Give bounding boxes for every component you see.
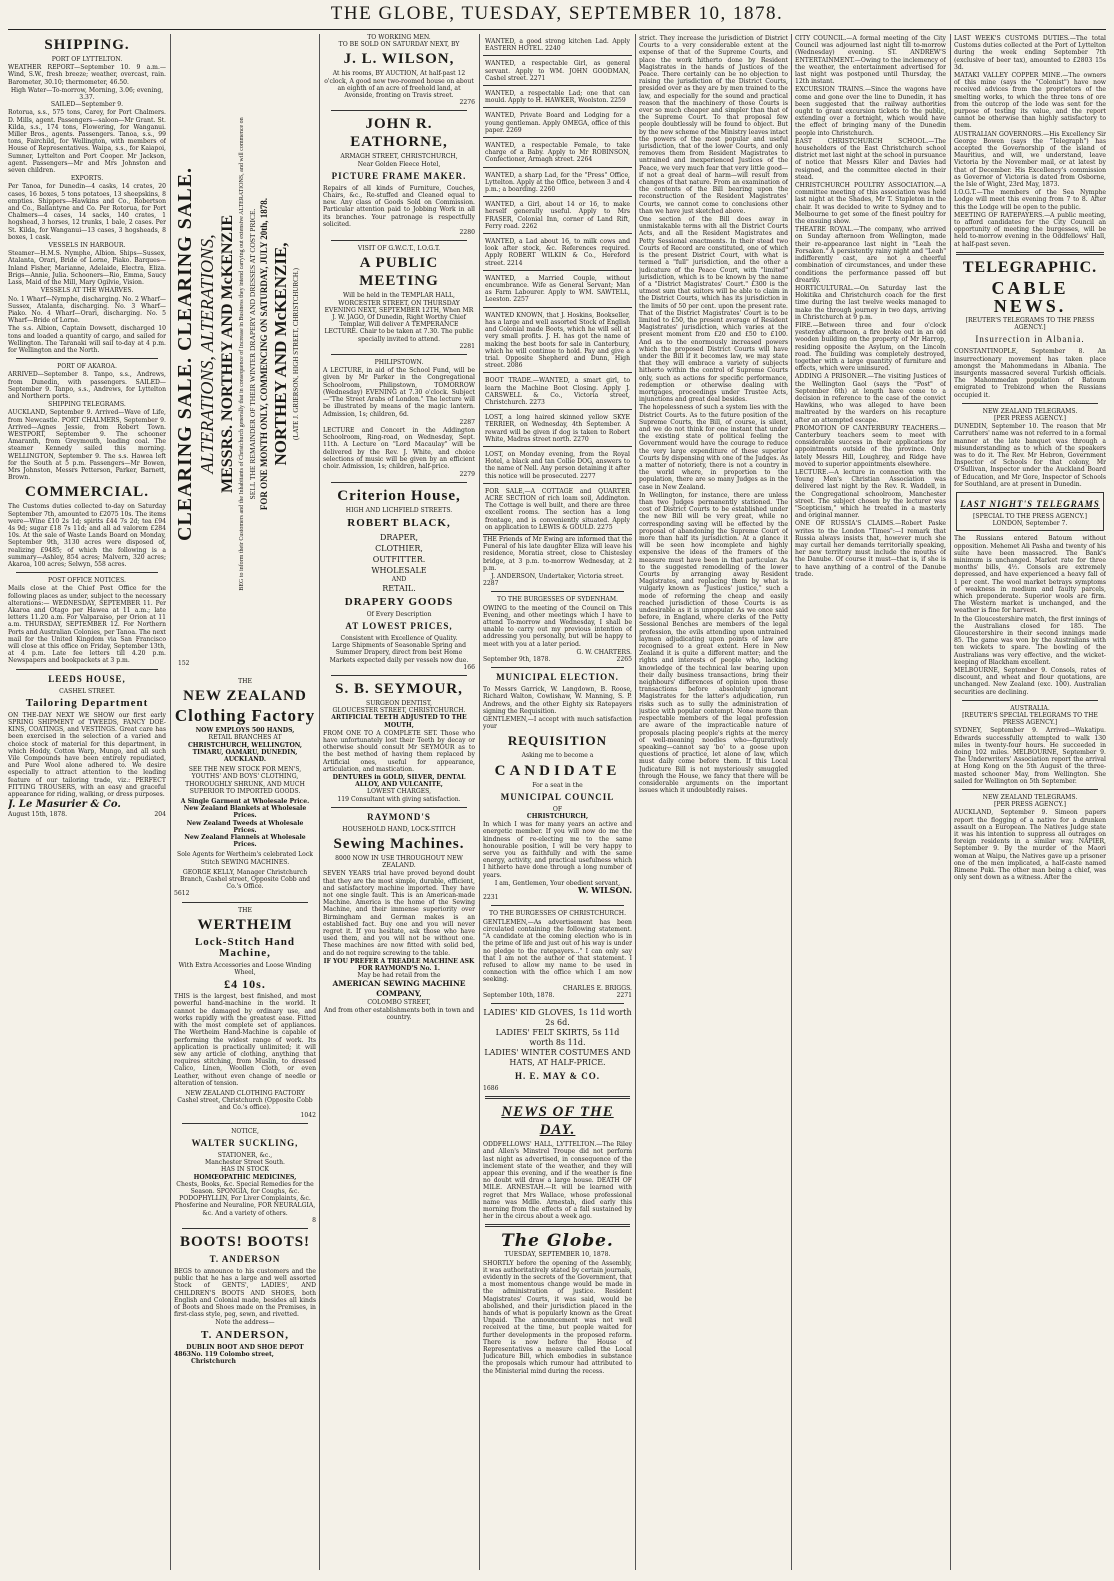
wilson-sale-text: At his rooms, BY AUCTION, At half-past 12 o'clock, A good new two-roomed house on about an eighth of an acre of freehold land, at Avonside, fronting on Travis street. <box>324 70 474 100</box>
eathorne-name: JOHN R. EATHORNE, <box>350 116 448 151</box>
municipal-intro: GENTLEMEN,—I accept with much satisfaction your <box>483 716 632 731</box>
municipal-closing: I am, Gentlemen, Your obedient servant, <box>494 879 621 887</box>
news-lecture: LECTURE.—A lecture in connection with the Young Men's Christian Association was delivered last night by the Rev. R. Waddell, in the Congregational schoolroom, Manchester street. The subject chosen by the lecturer was "Scepticism," which he treated in a masterly and original manner. <box>795 468 946 520</box>
albania-heading: Insurrection in Albania. <box>975 334 1085 345</box>
briggs-text: GENTLEMEN,—As advertisement has been circulated containing the following statement. "A candidate at the coming election who is in the prime of life and just out of his way is under no pledge to the ratepayers..." I can only say that I am not the author of that statement. I refused to allow my name to be used in connection with the office which I am now seeking. <box>483 918 632 984</box>
akaroa-text: ARRIVED—September 8. Tanpo, s.s., Andrews, from Dunedin, with passengers. SAILED—September 9. Tanpo, s.s., Andrews, for Lyttelton and Northern ports. <box>8 371 166 400</box>
column-editorial <box>639 34 788 1572</box>
classified-ad: WANTED, a sharp Lad, for the "Press" Office, Lyttelton. Apply at the Office, between 3 and 4 p.m.; a boarding. 2260 <box>483 169 632 198</box>
drapery-goods: DRAPERY GOODS <box>344 595 454 608</box>
news-of-the-day-heading: NEWS OF THE DAY. <box>501 1104 614 1139</box>
seymour-text: FROM ONE TO A COMPLETE SET. Those who have unfortunately lost their Teeth by decay or otherwise should consult Mr SEYMOUR as to the best method of having them replaced by Artificial ones, useful for appearance, articulation, and mastication. <box>323 729 475 773</box>
telegraphic-heading: TELEGRAPHIC. <box>962 258 1098 276</box>
editorial-part-3: The hopelessness of such a system lies with the District Courts. As to the future position of the Supreme Courts, the Bill, of course, is silent, and we do not think for one instant that under the existing state of political feeling the Government would have the courage to reduce the very large expenditure of these superior Courts by dispensing with one of the Judges. As a matter of notoriety, there is not a country in the world where, in proportion to the population, there are so many Judges as in the case in New Zealand. <box>639 404 788 491</box>
masthead-rule <box>8 29 1106 30</box>
suckling-number: 8 <box>312 1216 316 1224</box>
criterion-retail: RETAIL. <box>382 583 416 593</box>
notice-heading: NOTICE, <box>231 1127 259 1135</box>
municipal-body: In which I was for many years an active and energetic member. If you will now do me the kindness of re-electing me to the same honourable position, I will be very happy to serve you as faithfully and with the same energy, activity, and practical usefulness which I hitherto have done through a long number of years. <box>483 821 632 879</box>
classified-ad: LOST, on Monday evening, from the Royal Hotel, a black and tan Collie DOG, answers to the name of Nell. Any person detaining it after this notice will be prosecuted. 2277 <box>483 448 632 484</box>
tailoring-heading: Tailoring Department <box>25 696 149 709</box>
cost-price-line: SELL THE REMAINDER OF THEIR WINTER DRAPERY AND DRESSES AT COST PRICE. <box>248 208 257 500</box>
municipal-signature: W. WILSON. <box>578 885 632 896</box>
divider <box>491 591 624 592</box>
wilson-number: 2276 <box>459 99 475 107</box>
seymour-number: 119 Consultant with giving satisfaction. <box>337 795 461 803</box>
municipal-of: OF <box>552 805 563 813</box>
sydenham-date: September 9th, 1878. <box>483 656 551 664</box>
australia-sub: [REUTER'S SPECIAL TELEGRAMS TO THE PRESS AGENCY.] <box>962 712 1098 727</box>
divider <box>962 403 1098 404</box>
divider <box>331 110 467 111</box>
wertheim-factory: NEW ZEALAND CLOTHING FACTORY <box>185 1089 305 1097</box>
divider <box>16 358 158 359</box>
commercial-heading: COMMERCIAL. <box>25 484 149 501</box>
suckling-has: HAS IN STOCK <box>221 1166 269 1174</box>
new-stock-text: SEE THE NEW STOCK FOR MEN'S, YOUTHS' AND BOYS' CLOTHING, THOROUGHLY SHRUNK, AND MUCH SUPERIOR TO IMPORTED GOODS. <box>185 766 305 795</box>
shipping-heading: SHIPPING. <box>44 37 130 53</box>
municipal-for: For a seat in the <box>532 781 583 789</box>
divider <box>331 354 467 355</box>
exports-text: Per Tanoa, for Dunedin—4 casks, 14 crates, 20 cases, 16 boxes, 5 tons potatoes, 13 sheepskins, 8 empties. Shippers—Hawkins and Co., Robertson and Co., Ballantyne and Co. Per Rotorua, for Port Chalmers—4 cases, 14 sacks, 140 crates, 1 hogshead, 3 horses, 12 trunks, 1 bale, 2 cases. Per St. Kilda, for Wanganui—13 cases, 3 hogsheads, 8 boxes, 1 cask. <box>8 183 166 241</box>
weather-report: WEATHER REPORT—September 10. 9 a.m.—Wind, S.W., fresh breeze; weather, overcast, rain. Barometer, 30.10; thermometer, 46.50. <box>8 64 166 86</box>
globe-editorial-date: TUESDAY, SEPTEMBER 10, 1878. <box>504 1251 611 1259</box>
divider <box>331 807 467 808</box>
news-excursion-trains: EXCURSION TRAINS.—Since the wagons have come and gone over the line to Dunedin, it has been suggested that the railway authorities ought to grant excursion tickets to the public, extending over a fortnight, which would have the effect of bringing many of the Dunedin people into Christchurch. <box>795 86 946 137</box>
leeds-signature: J. Le Masurier & Co. <box>8 799 121 811</box>
leeds-house-title: LEEDS HOUSE, <box>48 673 126 684</box>
picture-frame-maker: PICTURE FRAME MAKER. <box>331 170 467 181</box>
single-garment: A Single Garment at Wholesale Price. <box>180 798 310 806</box>
classified-ad: WANTED, a respectable Female, to take charge of a Baby. Apply to Mr ROBINSON, Confectioner, Armagh street. 2264 <box>483 139 632 168</box>
may-co-number: 1686 <box>483 1084 499 1092</box>
eathorne-number: 2280 <box>459 229 475 237</box>
nz-telegrams-2-heading: NEW ZEALAND TELEGRAMS. <box>982 794 1078 802</box>
seymour-name: S. B. SEYMOUR, <box>335 680 463 697</box>
news-fire: FIRE.—Between three and four o'clock yesterday afternoon, a fire broke out in an old wooden building on the property of Mr Harrop, residing opposite the Asylum, on the Lincoln road. The building was completely destroyed, together with a large quantity of furniture and effects, which were uninsured. <box>795 321 946 373</box>
nz-telegrams-2-sub: [PER PRESS AGENCY.] <box>993 801 1067 809</box>
column-rule <box>479 34 480 1570</box>
post-office-heading: POST OFFICE NOTICES. <box>48 577 126 585</box>
dentures-line: DENTURES in GOLD, SILVER, DENTAL ALLOY, AND VULCANITE, <box>332 773 466 789</box>
northey-mckenzie-headline: MESSRS. NORTHEY AND McKENZIE <box>219 215 236 493</box>
news-copper-mine: MATAKI VALLEY COPPER MINE.—The owners of this mine (says the "Colonist") have now received advices from the proprietors of the smelting works, to which the three tons of ore from the outcrop of the lode was sent for the purpose of testing its value, and the report cannot be otherwise than highly satisfactory to them. <box>954 72 1106 130</box>
sewing-machines-title: Sewing Machines. <box>333 836 465 852</box>
requisition-heading: REQUISITION <box>507 733 608 749</box>
raymond-address: COLOMBO STREET, <box>367 999 431 1007</box>
sydenham-text: OWING to the meeting of the Council on This Evening, and other meetings which I have to attend To-morrow and Wednesday, I shall be unable to carry out my previous intention of addressing you personally, but will be happy to meet with you at a later period. <box>483 604 632 648</box>
wertheim-accessories: With Extra Accessories and Loose Winding Wheel, <box>178 961 312 977</box>
late-grierson: (LATE J. GRIERSON, HIGH STREET, CHRISTCHURCH.) <box>292 268 300 440</box>
clearing-sale-headline: CLEARING SALE. CLEARING SALE. <box>174 166 196 542</box>
boots-number: 4863 <box>174 1350 191 1358</box>
column-telegraphic <box>954 34 1106 1572</box>
globe-editorial-text: SHORTLY before the opening of the Assembly, it was authoritatively stated by certain journals, evidently in the secrets of the Government, that a most momentous change would be made in the administration of justice. Resident Magistrates' Courts, it was said, would be abolished, and their jurisdiction placed in the hands of what is popularly known as the Great Unpaid. The announcement was not well received at the time, but people waited for further developments in the proposed reform. There is now before the House of Representatives a measure called the Local Judicature Bill, which embodies in substance the proposals which rumour had attributed to the Ministerial mind during the recess. <box>483 1259 632 1375</box>
briggs-date: September 10th, 1878. <box>483 991 555 999</box>
high-water: High Water—To-morrow, Morning, 3.06; evening, 3.37. <box>10 86 164 102</box>
wertheim-address: Cashel street, Christchurch (Opposite Cobb and Co.'s office). <box>177 1097 313 1112</box>
editorial-part-1: strict. They increase the jurisdiction of District Courts to a very considerable extent at the expense of that of the Supreme Courts, and place the work hitherto done by Resident Magistrates in the hands of Justices of the Peace. There certainly can be no objection to raising the jurisdiction of the District Courts, presided over as they are by men trained to the law, and especially for the sound and practical reason that the machinery of those Courts is ever so much cheaper and simpler than that of the Supreme Court. To that proposal few people doubtlessly will be found to object. But by the new scheme of the Ministry leaves intact the powers of the most popular and useful jurisdiction, that of the lower Courts, and only removes them from Resident Magistrates to untrained and inexperienced Justices of the Peace, we very much fear that very little good—if not a great deal of harm—will result from changes of that nature. From an examination of the contents of the Bill bearing upon the reconstruction of the Resident Magistrates' Courts, we cannot come to conclusions other than we have just sketched above. <box>639 35 788 215</box>
clearing-sale-notice: BEG to inform their Customers and the Inhabitants of Christchurch generally that in consequence of Increase in Business they intend carrying out extensive ALTERATIONS, and will commence on <box>239 117 245 591</box>
criterion-outfitter: OUTFITTER. <box>372 554 426 564</box>
leeds-street: CASHEL STREET. <box>59 687 115 695</box>
boots-anderson-2: T. ANDERSON, <box>201 1328 289 1341</box>
nz-tweeds: New Zealand Tweeds at Wholesale Prices. <box>186 819 304 834</box>
news-of-the-day-text: ODDFELLOWS' HALL, LYTTELTON.—The Riley and Allen's Minstrel Troupe did not perform last night as advertised, in consequence of the inclement state of the weather, and they will appear this evening, and if the weather is fine no doubt will draw a large house. DEATH OF MILE. ARNESTAH.—It will be learned with regret that Mrs Wallace, whose professional name was Mdlle. Arnestah, died early this morning from the effects of a fall sustained by her in the circus about a week ago. <box>483 1141 632 1221</box>
column-clothing <box>174 678 316 1572</box>
classified-ad: WANTED, a respectable Girl, as general servant. Apply to WM. JOHN GOODMAN, Cashel street. 2271 <box>483 57 632 86</box>
albania-text: CONSTANTINOPLE, September 8. An insurrectionary movement has taken place amongst the Mahommedans in Albania. The insurgents massacred several Turkish officials. The Mahommedan population of Batoum emigrated to Trebizond when the Russians occupied it. <box>954 348 1106 399</box>
leeds-date: August 15th, 1878. <box>8 811 68 819</box>
wanted-list <box>483 35 632 373</box>
cricket-text: In the Gloucestershire match, the first innings of the Australians closed for 185. The Gloucestershire in their second innings made 85. The game was won by the Australians with ten wickets to spare. The bowling of the Australians was very effective, and the wicket-keeping of Blackham excellent. <box>954 615 1106 666</box>
suckling-role: STATIONER, &c., <box>217 1151 273 1159</box>
alterations-headline: ALTERATIONS, ALTERATIONS, <box>197 234 217 474</box>
raymond-subtitle: HOUSEHOLD HAND, LOCK-STITCH <box>342 825 456 833</box>
seymour-address: GLOUCESTER STREET, CHRISTCHURCH. <box>332 707 466 715</box>
one-month-line: FOR ONE MONTH ONLY, COMMENCING ON SATURDAY, JULY 20th, 1878. <box>259 197 269 511</box>
sydenham-heading: TO THE BURGESSES OF SYDENHAM. <box>497 596 618 604</box>
candidate-heading: CANDIDATE <box>494 762 621 779</box>
last-nights-telegrams-sub: [SPECIAL TO THE PRESS AGENCY.] LONDON, September 7. <box>973 512 1087 528</box>
column-local-news <box>795 34 946 1572</box>
divider <box>182 1123 308 1124</box>
artificial-teeth: ARTIFICIAL TEETH ADJUSTED TO THE MOUTH, <box>331 714 467 729</box>
divider <box>491 905 624 906</box>
divider <box>491 667 624 668</box>
public-meeting-number: 2281 <box>459 342 475 350</box>
shipping-telegrams-text: AUCKLAND, September 9. Arrived—Wave of Life, from Newcastle. PORT CHALMERS, September 9. Arrived—Agnes Jessie, from Robert Town. WESTPORT, September 9. The schooner Amaranth, from Greymouth, loading coal. The steamer Kennedy sailed this morning. WELLINGTON, September 9. The s.s. Hawea left for the South at 5 p.m. Passengers—Mr Bowen, Mrs Johnston, Messrs Petterson, Parker, Barnett, Brown. <box>8 409 166 482</box>
municipal-addressees: To Messrs Garrick, W. Langdown, B. Roose, Richard Walton, Cowlishaw, W. Manning, S. P. Andrews, and the other Eighty six Ratepayers signing the Requisition. <box>483 686 632 715</box>
in-harbour-heading: VESSELS IN HARBOUR. <box>48 242 126 250</box>
classified-ad: WANTED KNOWN, that J. Hoskins, Bookseller, has a large and well assorted Stock of English and Colonial made Boots, which he will sell at very small profits. J. H. has got the name of making the best boots for sale in Canterbury, which he will continue to hold. Pay and give a trial. Opposite Shepherd and Dunn, High street. 2086 <box>483 309 632 374</box>
funeral-notice: THE Friends of Mr Ewing are informed that the Funeral of his late daughter Eliza will leave his residence, Moratia street, close to Chistesley bridge, at 3 p.m. to-morrow Wednesday, at 2 p.m. <box>483 535 632 572</box>
boots-depot: DUBLIN BOOT AND SHOE DEPOT <box>186 1343 304 1351</box>
retail-branches: RETAIL BRANCHES AT <box>208 734 282 742</box>
australia-heading: AUSTRALIA. <box>1010 704 1050 712</box>
branch-towns: CHRISTCHURCH, WELLINGTON, TIMARU, OAMARU, DUNEDIN, AUCKLAND. <box>187 741 303 764</box>
shipping-news: The s.s. Albion, Captain Dowsett, discharged 10 tons and loaded a quantity of cargo, and sailed for Wellington. The Taranaki will sail to-day at 4 p.m. for Wellington and the North. <box>8 325 166 354</box>
divider <box>16 669 158 670</box>
nz-title: NEW ZEALAND <box>183 688 307 705</box>
lowest-charges: LOWEST CHARGES, <box>366 788 432 796</box>
news-city-council: CITY COUNCIL.—A formal meeting of the City Council was adjourned last night till to-morrow (Wednesday) evening. ST. ANDREW'S ENTERTAINMENT.—Owing to the inclemency of the weather, the entertainment advertised for last night was postponed until Thursday, the 12th instant. <box>795 35 946 86</box>
double-rule <box>485 1096 630 1099</box>
wertheim-number: 1042 <box>300 1111 316 1119</box>
classified-ad: WANTED, a Girl, about 14 or 16, to make herself generally useful. Apply to Mrs FRASER, Colonial Inn, corner of Land Rift, Ferry road. 2262 <box>483 198 632 234</box>
double-rule <box>485 1224 630 1227</box>
municipal-city: CHRISTCHURCH, <box>526 813 589 821</box>
criterion-house-title: Criterion House, <box>337 488 461 505</box>
american-sewing-co: AMERICAN SEWING MACHINE COMPANY, <box>332 979 466 999</box>
funeral-signature: J. ANDERSON, Undertaker, Victoria street. <box>491 572 624 580</box>
classified-ad: LOST, a long haired skinned yellow SKYE TERRIER, on Wednesday, 4th September. A reward will be given if dog is taken to Robert White, Madras street north. 2270 <box>483 411 632 447</box>
christchurch-burgesses-heading: TO THE BURGESSES OF CHRISTCHURCH. <box>488 910 627 918</box>
raymond-from: May be had retail from the <box>357 972 441 980</box>
divider <box>491 1003 624 1004</box>
cable-news-heading: CABLE NEWS. <box>991 277 1069 316</box>
municipal-election-heading: MUNICIPAL ELECTION. <box>496 672 619 683</box>
classified-ad: WANTED, a Married Couple, without encumbrance. Wife as General Servant; Man as Farm Labourer. Apply to WM. SAWTELL, Leeston. 2257 <box>483 272 632 308</box>
criterion-streets: HIGH AND LICHFIELD STREETS. <box>345 507 453 515</box>
raymond-end: And from other establishments both in town and country. <box>323 1006 475 1021</box>
classified-ad: WANTED, a Lad about 16, to milk cows and look after stock, &c. References required. Apply ROBERT WILKIN & Co., Hereford street. 2214 <box>483 235 632 271</box>
in-harbour-text: Steamer—H.M.S. Nymphe, Albion. Ships—Sussex, Atalanta, Orari, Bride of Lorne, Piako. Barques—Inland Fisher, Marianne, Adelaide, Electra, Eliza. Brigs—Annie, Julia. Schooners—Rio, Emma, Saucy Lass, Maid of the Mill, Mary Ogilvie, Vision. <box>8 250 166 287</box>
nz-telegrams-2-text: AUCKLAND, September 9. Simeon papers report the flogging of a native for a drunken assault on a European. The Natives Judge state it was his intention to suppress all outrages on foreign residents in a similar way. NAPIER, September 9. By the murder of the Maori woman at Waipu, the Natives gave up a prisoner one of the men implicated, a half-caste named Rimene Puki. The other man being a chief, was only sent down as a witness. After the <box>954 809 1106 882</box>
robert-black: ROBERT BLACK, <box>347 516 451 529</box>
column-ads <box>323 34 475 1572</box>
boots-anderson: T. ANDERSON <box>209 1253 281 1264</box>
classified-ad: FOR SALE,—A COTTAGE and QUARTER ACRE SECTION of rich loam soil, Addington. The Cottage is well built, and there are three excellent rooms. The section has a long frontage, and is conveniently situated. Apply on application to LEWIS & GOULD. 2275 <box>483 485 632 535</box>
wilson-name: J. L. WILSON, <box>343 51 455 68</box>
australia-text: SYDNEY, September 9. Arrived—Wakatipu. Edwards successfully attempted to walk 130 miles in twenty-four hours. He succeeded in doing 102 miles. MELBOURNE, September 9. The Underwriters' Association report the arrival at Hong Kong on the 5th August of the three-masted schooner May, from Wellington. She sailed for Wellington on 5th September. <box>954 727 1106 785</box>
every-description: Of Every Description <box>366 610 432 618</box>
nz-telegrams-heading: NEW ZEALAND TELEGRAMS. <box>982 407 1078 415</box>
boots-title: BOOTS! BOOTS! <box>179 1233 311 1250</box>
philipstown-number: 2287 <box>459 418 475 426</box>
raymond-name: RAYMOND'S <box>367 811 431 822</box>
news-theatre: THEATRE ROYAL.—The company, who arrived on Sunday afternoon from Wellington, made their re-appearance last night in "Leah the Forsaken." A persistently rainy night and "Leah" indifferently cast, are not a cheerful combination of circumstances, and under these conditions the performance passed off but drearily. <box>795 226 946 284</box>
news-teachers: PROMOTION OF CANTERBURY TEACHERS.—Canterbury teachers seem to meet with considerable success in their applications for appointments outside of the province. Only lately Messrs Hill, Loughrey, and Ridge have moved to superior appointments elsewhere. <box>795 424 946 468</box>
nz-the: THE <box>238 678 252 685</box>
treadle-line: IF YOU PREFER A TREADLE MACHINE ASK FOR RAYMOND'S No. 1. <box>323 957 475 973</box>
municipal-number: 2231 <box>483 894 499 902</box>
suckling-name: WALTER SUCKLING, <box>191 1137 299 1148</box>
clearing-sale-number: 152 <box>178 660 190 667</box>
classified-ad: WANTED, a good strong kitchen Lad. Apply EASTERN HOTEL. 2240 <box>483 35 632 56</box>
eathorne-address: ARMAGH STREET, CHRISTCHURCH, <box>340 153 458 161</box>
criterion-quality: Consistent with Excellence of Quality. <box>340 634 458 642</box>
news-russia: ONE OF RUSSIA'S CLAIMS.—Robert Paske writes to the London "Times":—I remark that Russia always insists that, however much she may curtail her demands territorially speaking, her new territory must include the mouths of the Danube. Of course it must—that is, if she is to have anything of a control of the Danube trade. <box>795 520 946 578</box>
boots-address: No. 119 Colombo street, Christchurch <box>190 1350 274 1365</box>
news-iogt: I.O.G.T.—The members of the Sea Nymphe Lodge will meet this evening from 7 to 8. After this the Lodge will be open to the public. <box>954 189 1106 211</box>
divider <box>331 675 467 676</box>
wharves-heading: VESSELS AT THE WHARVES. <box>40 287 134 295</box>
melbourne-text: MELBOURNE, September 9. Consols, rates of discount, and wheat and flour quotations, are unchanged. New Zealand (exc. 100). Australian securities are declining. <box>954 667 1106 696</box>
shipping-telegrams-heading: SHIPPING TELEGRAMS. <box>48 401 126 409</box>
lecture-concert-number: 2279 <box>459 471 475 479</box>
commercial-text: The Customs duties collected to-day on Saturday September 7th, amounted to £2075 10s. The items were—Wine £10 2s 1d; spirits £44 7s 2d; tea £94 4s 9d; sugar £18 7s 11d; and all ad valorem £284 10s. At the sale of Waste Lands Board on Monday, September 9th, 3130 acres were disposed of, realizing £9485; of which the following is a summary—Ashley, 854 acres; Malvern, 320 acres; Akaroa, 100 acres; Selwyn, 558 acres. <box>8 503 166 568</box>
working-men-heading: TO WORKING MEN. <box>367 34 431 41</box>
news-east-school: EAST CHRISTCHURCH SCHOOL.—The householders of the East Christchurch school district met last night at the school in pursuance of notice that Messrs Kiler and Davies had resigned, and the committee elected in their stead. <box>795 137 946 181</box>
manager-info: GEORGE KELLY, Manager Christchurch Branch, Cashel street, Opposite Cobb and Co.'s Office. <box>179 868 311 891</box>
criterion-wholesale: WHOLESALE <box>371 565 427 575</box>
wertheim-title: WERTHEIM <box>197 916 293 933</box>
philipstown-heading: PHILIPSTOWN. <box>374 359 424 367</box>
lowest-prices: AT LOWEST PRICES, <box>345 620 453 631</box>
gwct-visit: VISIT OF G.W.C.T., I.O.G.T. <box>357 245 441 253</box>
news-ratepayers: MEETING OF RATEPAYERS.—A public meeting, to afford candidates for the City Council an opportunity of meeting the burgesses, will be held to-morrow evening in the Oddfellows' Hall, at half-past seven. <box>954 211 1106 248</box>
nz-flannels: New Zealand Flannels at Wholesale Prices. <box>184 834 306 849</box>
divider <box>16 572 158 573</box>
sole-agents: Sole Agents for Wertheim's celebrated Lock Stitch SEWING MACHINES. <box>177 851 313 866</box>
seymour-role: SURGEON DENTIST, <box>366 699 432 707</box>
news-governors: AUSTRALIAN GOVERNORS.—His Excellency Sir George Bowen (says the "Telegraph") has accepted the Governorship of the island of Mauritius, and will, we understand, leave Victoria by the November mail, or at latest by that of December. His Excellency's commission as Governor of Victoria is dated from Osborne, the Isle of Wight, 23rd May, 1873. <box>954 130 1106 189</box>
editorial-part-2: One section of the Bill does away in unmistakable terms with all the District Courts Acts, and all the Resident Magistrates and Petty Sessional enactments. In their stead two Courts of Record are constituted, one of which is the present District Court, with what is termed a "full" jurisdiction, and the other a judicature of the Peace Court, with "limited" jurisdiction, which is to be known by the name of a "District Magistrates' Court." £300 is the utmost sum that suitors will be able to claim in the District Courts, which has its jurisdiction in the limits of 50 per cent. upon the present rate. That of the District Magistrates' Court is to be limited to £50, the present average of Resident Magistrates' jurisdiction, which varies at the present moment from £20 and £50 to £100. And as to the enormously increased powers which the proposed District Courts will have under the Bill if it becomes law, we may state that they will embrace a variety of subjects hitherto within the control of Supreme Courts only, such as actions for specific performance, redemption or otherwise dealing with mortgages, proceedings under Trustee Acts, injunctions and great deal besides. <box>639 216 788 404</box>
cable-news-sub: [REUTER'S TELEGRAMS TO THE PRESS AGENCY.] <box>965 316 1095 332</box>
divider <box>962 789 1098 790</box>
suckling-text: Chests, Books, &c. Special Remedies for the Season. SPONGIA, for Coughs, &c. PODOPHYLLIN, For Liver Complaints, &c. Phosferine and Neuraline, FOR NEURALGIA, &c. And a variety of others. <box>174 1180 316 1217</box>
divider <box>182 1228 308 1229</box>
leeds-ad-number: 204 <box>154 811 166 819</box>
clothing-factory-title: Clothing Factory <box>174 706 316 726</box>
sailed-text: Rotorua, s.s., 575 tons, Carey, for Port Chalmers. D. Mills, agent. Passengers—saloon—Mr Grant. St. Kilda, s.s., 174 tons, Flowering, for Wanganui. Miller Bros., agents. Passengers. Tanoa, s.s., 99 tons, Fairchild, for Wellington, with members of House of Representatives. Waipa, s.s., for Kaiapoi, Sumner, Lyttelton and Port Cooper. Mr Jackson, agent. Passengers—Mr and Mrs Johnston and seven children. <box>8 109 166 175</box>
sailed-heading: SAILED—September 9. <box>50 101 124 109</box>
municipal-asking: Asking me to become a <box>521 752 594 760</box>
criterion-shipments: Large Shipments of Seasonable Spring and Summer Drapery, direct from best Home Markets expected daily per vessels now due. <box>329 642 469 664</box>
column-rule <box>791 34 792 1570</box>
municipal-council: MUNICIPAL COUNCIL <box>500 791 615 802</box>
public-meeting-text: Will be held in the TEMPLAR HALL, WORCESTER STREET, ON THURSDAY EVENING NEXT, SEPTEMBER 12TH, When MR J. W. JAGO, Of Dunedin, Right Worthy Chief Templar, Will deliver A TEMPERANCE LECTURE. Chair to be taken at 7.30. The public specially invited to attend. <box>324 292 474 343</box>
sydenham-signature: G. W. CHARTERS. <box>576 648 632 656</box>
criterion-clothier: CLOTHIER, <box>375 543 423 553</box>
raymond-in-use: 8000 NOW IN USE THROUGHOUT NEW ZEALAND. <box>335 855 463 870</box>
news-poultry: CHRISTCHURCH POULTRY ASSOCIATION.—A committee meeting of this association was held last night at the Shades, Mr T. Stapleton in the chair. It was decided to write to Sydney and to Melbourne to get some of the finest poultry for the ensuing show. <box>795 182 946 226</box>
public-meeting-title: A PUBLIC MEETING <box>359 255 439 290</box>
port-heading: PORT OF LYTTELTON. <box>51 56 123 63</box>
column-rule <box>635 34 636 1570</box>
wertheim-price: £4 10s. <box>224 977 266 992</box>
divider <box>331 240 467 241</box>
lecture-concert-text: LECTURE and Concert in the Addington Schoolroom, Ring-road, on Wednesday, Sept. 11th. A Lecture on "Lord Macaulay" will be delivered by the Rev. J. White, and choice selections of music will be given by an efficient choir. Admission, 1s; children, half-price. <box>323 426 475 470</box>
classified-ad: WANTED, Private Board and Lodging for a young gentleman. Apply OMEGA, office of this paper. 2269 <box>483 109 632 138</box>
suckling-address: Manchester Street South. <box>205 1159 285 1167</box>
criterion-and: AND <box>391 575 407 583</box>
last-nights-telegrams-text: The Russians entered Batoum without opposition. Mehemet Ali Pasha and twenty of his suite have been massacred. The Bank's minimum is unchanged. Market rate for three months' bills, 4½. Consols are extremely depressed, and have experienced a heavy fall of 1 per cent. The wool market betrays symptoms of weakness in medium and faulty parcels, which preponderate. Superior wools are firm. The Western market is unchanged, and the weather is fine for harvest. <box>954 535 1106 615</box>
sydenham-number: 2265 <box>616 656 632 664</box>
news-customs: LAST WEEK'S CUSTOMS DUTIES.—The total Customs duties collected at the Port of Lyttelton during the week ending September 7th (exclusive of beer tax), amounted to £2803 15s 3d. <box>954 35 1106 71</box>
philipstown-text: A LECTURE, in aid of the School Fund, will be given by Mr Parker in the Congregational Schoolroom, Philipstown, TOMORROW (Wednesday) EVENING at 7.30 o'clock. Subject—"The Street Arabs of London." The lecture will be illustrated by means of the magic lantern. Admission, 1s; children, 6d. <box>323 367 475 418</box>
exports-heading: EXPORTS. <box>70 175 104 183</box>
divider <box>331 482 467 483</box>
eathorne-near: Near Golden Fleece Hotel, <box>357 160 441 168</box>
wharves-text: No. 1 Wharf—Nymphe, discharging. No. 2 Wharf—Sussex, Atalanta, discharging. No. 3 Wharf—Piako. No. 4 Wharf—Orari, discharging. No. 5 Wharf—Bride of Lorne. <box>8 295 166 325</box>
briggs-number: 2271 <box>616 991 632 999</box>
boots-text: BEGS to announce to his customers and the public that he has a large and well assorted Stock of GENTS', LADIES', AND CHILDREN'S BOOTS AND SHOES, both English and Colonial made, besides all kinds of Boots and Shoes made on the Premises, in first-class style, peg, sewn, and rivetted. <box>174 1267 316 1319</box>
may-co-signature: H. E. MAY & CO. <box>514 1070 601 1081</box>
news-prisoner: ADDING A PRISONER.—The visiting Justices of the Wellington Gaol (says the "Post" of September 6th) at length have come to a decision in reference to the case of the convict Hawkins, who was alleged to have been maltreated by the warders on his recapture after an attempted escape. <box>795 373 946 424</box>
editorial-part-4: In Wellington, for instance, there are unless than two Judges permanently stationed. The cost of District Courts to be established under the new Bill will be very great, while no corresponding saving will be effected by the proposal of abandoning the Supreme Court of more than half its jurisdiction. At a glance it will be seen how incomplete and highly expensive the ideas of the framers of the measure must have been in that particular. As to the suggested remodelling of the lower Courts by arranging away Resident Magistrates, and replacing them by what is vulgarly known as "Justices' justice," such a mode of reforming the cheap and easily reached jurisdiction of those Courts is as undesirable as it is unpopular. As we once said before, in England, where clerks of the Petty Sessional Benches are members of the legal profession, the evils attending upon untrained laymen adjudicating upon points of law are recognised to a great extent. Here in New Zealand it is quite a different matter; and the rights and interests of people who, lacking knowledge of the technical law bearing upon their daily business transactions, bring their neighbours' differences of opinion upon those transactions before absolutely ignorant Magistrates for the latter's adjudication, run risks such as to sully the administration of justice with popular contempt. None more than respectable members of the legal profession are aware of the impracticable nature of proposals placing people's rights at the mercy of well-meaning noodles who—figuratively speaking—cannot say 'bo' to a goose upon questions of practice, let alone of law, which must daily come before them. If this Local Judicature Bill is not mysteriously smuggled through the House, we fancy that there will be considerable arguments on the important issues which it undoubtedly raises. <box>639 491 788 795</box>
leeds-text: ON THE-DAY NEXT WE SHOW our first early SPRING SHIPMENT of TWEEDS, FANCY DOE-KINS, COATINGS, and VESTINGS. Great care has been exercised in the selection of a varied and choice stock of material for this department, in which Hoddy, Cotton Warp, Mungo, and all such Vile Compounds have been entirely repudiated, and Pure Wool alone adhered to. We desire especially to attract attention to the leading feature of our tailoring trade, viz.: PERFECT FITTING TROUSERS, with an easy and graceful appearance for riding, walking, or dress purposes. <box>8 711 166 799</box>
nz-telegrams-text: DUNEDIN, September 10. The reason that Mr Carruthers' name was not referred to in a formal manner at the late banquet was through a misunderstanding as to which of the speakers was to do it. The Rev. Mr Hebron, Government Inspector of Schools for that colony, Mr O'Sullivan, Inspector under the Auckland Board of Education, and Mr Gore, Inspector of Schools for Southland, are at present in Dunedin. <box>954 423 1106 488</box>
divider <box>182 902 308 903</box>
masthead: THE GLOBE, TUESDAY, SEPTEMBER 10, 1878. <box>330 3 784 24</box>
classified-ad: WANTED, a respectable Lad; one that can mould. Apply to H. HAWKER, Woolston. 2259 <box>483 87 632 108</box>
eathorne-text: Repairs of all kinds of Furniture, Couches, Chairs, &c., Re-stuffed and Cleaned equal to new. Any class of Goods Sold on Commission. Particular attention paid to Jobbing Work in all its branches. Your patronage is respectfully solicited. <box>323 184 475 228</box>
last-nights-telegrams-heading: LAST NIGHT'S TELEGRAMS <box>960 498 1100 509</box>
akaroa-heading: PORT OF AKAROA. <box>57 363 117 371</box>
felt-skirts: LADIES' FELT SKIRTS, 5s 11d worth 8s 11d. <box>495 1027 620 1047</box>
news-horticultural: HORTICULTURAL.—On Saturday last the Hokitika and Christchurch coach for the first time during the last twelve weeks managed to make the through journey in two days, arriving in Christchurch at 9 p.m. <box>795 284 946 321</box>
homeopathic-heading: HOMŒOPATHIC MEDICINES, <box>193 1173 297 1181</box>
raymond-text: SEVEN YEARS trial have proved beyond doubt that they are the most simple, durable, efficient, and satisfactory machine imported. They have not one single fault. This is an American-made Machine. America is the home of the Sewing Machine, and their immense superiority over Birmingham and German makes is an established fact. Buy one and you will never regret it. If you hesitate, ask those who have used them, and you will not be without one. These machines are now fitted with solid bed, and do not require screwing to the table. <box>323 870 475 957</box>
criterion-number: 166 <box>463 663 475 671</box>
briggs-signature: CHARLES E. BRIGGS. <box>563 984 632 992</box>
criterion-draper: DRAPER, <box>379 532 418 542</box>
column-shipping <box>8 34 166 1572</box>
post-office-text: Mails close at the Chief Post Office for the following places as under, subject to the necessary alterations:— WEDNESDAY, SEPTEMBER 11. Per Akaroa and Otago per Hawea at 11 a.m.; late letters 11.20 a.m. For Valparaiso, per Orion at 11 a.m. THURSDAY, SEPTEMBER 12. For Northern Ports and Australian Colonies, per Tanoa. The next mail for the United Kingdom via San Francisco will close at this office on Friday, September 13th, at 4 p.m. Late fee letters till 4.20 p.m. Newspapers and bookpackets at 3 p.m. <box>8 585 166 665</box>
globe-editorial-title: The Globe. <box>501 1231 614 1252</box>
wertheim-the: THE <box>238 906 252 914</box>
wertheim-subtitle: Lock-Stitch Hand Machine, <box>194 935 296 959</box>
double-rule <box>956 252 1104 255</box>
divider <box>962 700 1098 701</box>
nz-ad-number: 5612 <box>174 890 190 898</box>
classified-ad: BOOT TRADE.—WANTED, a smart girl, to learn the Machine Boot Closing. Apply J. CARSWELL & Co., Victoria street, Christchurch. 2273 <box>483 374 632 410</box>
column-rule <box>170 34 171 1570</box>
wertheim-description: THIS is the largest, best finished, and most powerful hand-machine in the world. It cannot be damaged by ordinary use, and works rapidly with the greatest ease. Fitted with the most complete set of appliances. The Wertheim Hand-Machine is capable of performing the widest range of work. Its application is practically unlimited; it will sew any article of clothing, anything that requires stitching, from Muslin, to dressed Calico, Linen, Woollen Cloth, or even Leather, without even change of needle or alteration of tension. <box>174 993 316 1087</box>
to-be-sold: TO BE SOLD ON SATURDAY NEXT, BY <box>338 41 460 49</box>
lost-list <box>483 374 632 535</box>
column-rule <box>950 34 951 1570</box>
boots-note: Note the address— <box>215 1319 275 1327</box>
nz-blankets: New Zealand Blankets at Wholesale Prices. <box>183 805 307 820</box>
kid-gloves: LADIES' KID GLOVES, 1s 11d worth 2s 6d. <box>483 1007 632 1027</box>
column-rule <box>319 34 320 1570</box>
clearing-sale-ad <box>173 34 316 674</box>
northey-mckenzie-signature: NORTHEY AND McKENZIE, <box>271 242 290 466</box>
winter-costumes: LADIES' WINTER COSTUMES AND HATS, AT HALF-PRICE. <box>484 1047 631 1067</box>
nz-telegrams-sub: [PER PRESS AGENCY.] <box>993 414 1067 422</box>
column-classifieds <box>483 34 632 1572</box>
employs-line: NOW EMPLOYS 500 HANDS, <box>195 727 295 735</box>
funeral-number: 2287 <box>483 580 499 588</box>
